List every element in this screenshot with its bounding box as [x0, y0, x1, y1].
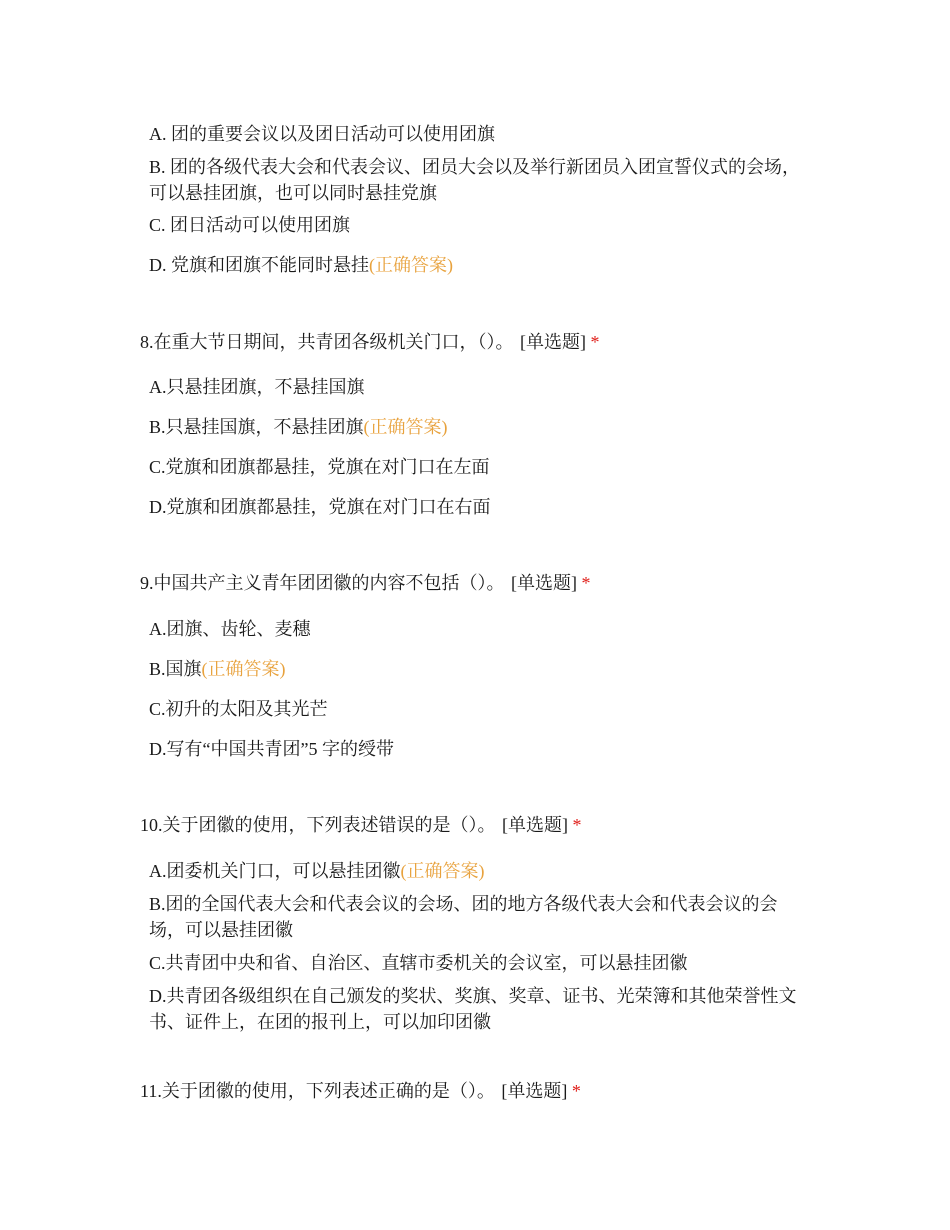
question-type: [单选题] [501, 1081, 568, 1101]
q10-option-c: C.共青团中央和省、自治区、直辖市委机关的会议室，可以悬挂团徽 [149, 953, 688, 973]
q9-option-b: B.国旗(正确答案) [149, 659, 286, 679]
q7-option-c: C. 团日活动可以使用团旗 [149, 215, 351, 235]
question-type: [单选题] [511, 573, 577, 593]
q8-stem: 8.在重大节日期间，共青团各级机关门口，（）。 [单选题] * [140, 332, 600, 352]
correct-answer-marker: (正确答案) [363, 417, 448, 437]
q9-stem: 9.中国共产主义青年团团徽的内容不包括（）。 [单选题] * [140, 573, 591, 593]
correct-answer-marker: (正确答案) [400, 861, 485, 881]
q10-stem: 10.关于团徽的使用，下列表述错误的是（）。 [单选题] * [140, 815, 582, 835]
q8-option-d: D.党旗和团旗都悬挂，党旗在对门口在右面 [149, 497, 491, 517]
required-mark: * [572, 815, 582, 835]
q7-option-d: D. 党旗和团旗不能同时悬挂(正确答案) [149, 255, 453, 275]
q10-option-b: B.团的全国代表大会和代表会议的会场、团的地方各级代表大会和代表会议的会场，可以悬挂团徽 [149, 894, 778, 940]
q8-option-a: A.只悬挂团旗，不悬挂国旗 [149, 377, 365, 397]
correct-answer-marker: (正确答案) [201, 659, 286, 679]
correct-answer-marker: (正确答案) [369, 255, 453, 275]
q8-option-b: B.只悬挂国旗，不悬挂团旗(正确答案) [149, 417, 448, 437]
required-mark: * [571, 1081, 581, 1101]
q9-option-d: D.写有“中国共青团”5 字的绶带 [149, 739, 394, 759]
q7-option-a: A. 团的重要会议以及团日活动可以使用团旗 [149, 124, 495, 144]
question-type: [单选题] [520, 332, 586, 352]
question-type: [单选题] [502, 815, 568, 835]
q9-option-c: C.初升的太阳及其光芒 [149, 699, 328, 719]
required-mark: * [581, 573, 591, 593]
q10-option-a: A.团委机关门口，可以悬挂团徽(正确答案) [149, 861, 485, 881]
required-mark: * [590, 332, 600, 352]
q7-option-b: B. 团的各级代表大会和代表会议、团员大会以及举行新团员入团宣誓仪式的会场，可以悬挂团旗，也可以同时悬挂党旗 [149, 157, 801, 203]
q9-option-a: A.团旗、齿轮、麦穗 [149, 619, 311, 639]
q11-stem: 11.关于团徽的使用，下列表述正确的是（）。 [单选题] * [140, 1081, 581, 1101]
q10-option-d: D.共青团各级组织在自己颁发的奖状、奖旗、奖章、证书、光荣簿和其他荣誉性文书、证件上，在团的报刊上，可以加印团徽 [149, 986, 797, 1032]
q8-option-c: C.党旗和团旗都悬挂，党旗在对门口在左面 [149, 457, 490, 477]
